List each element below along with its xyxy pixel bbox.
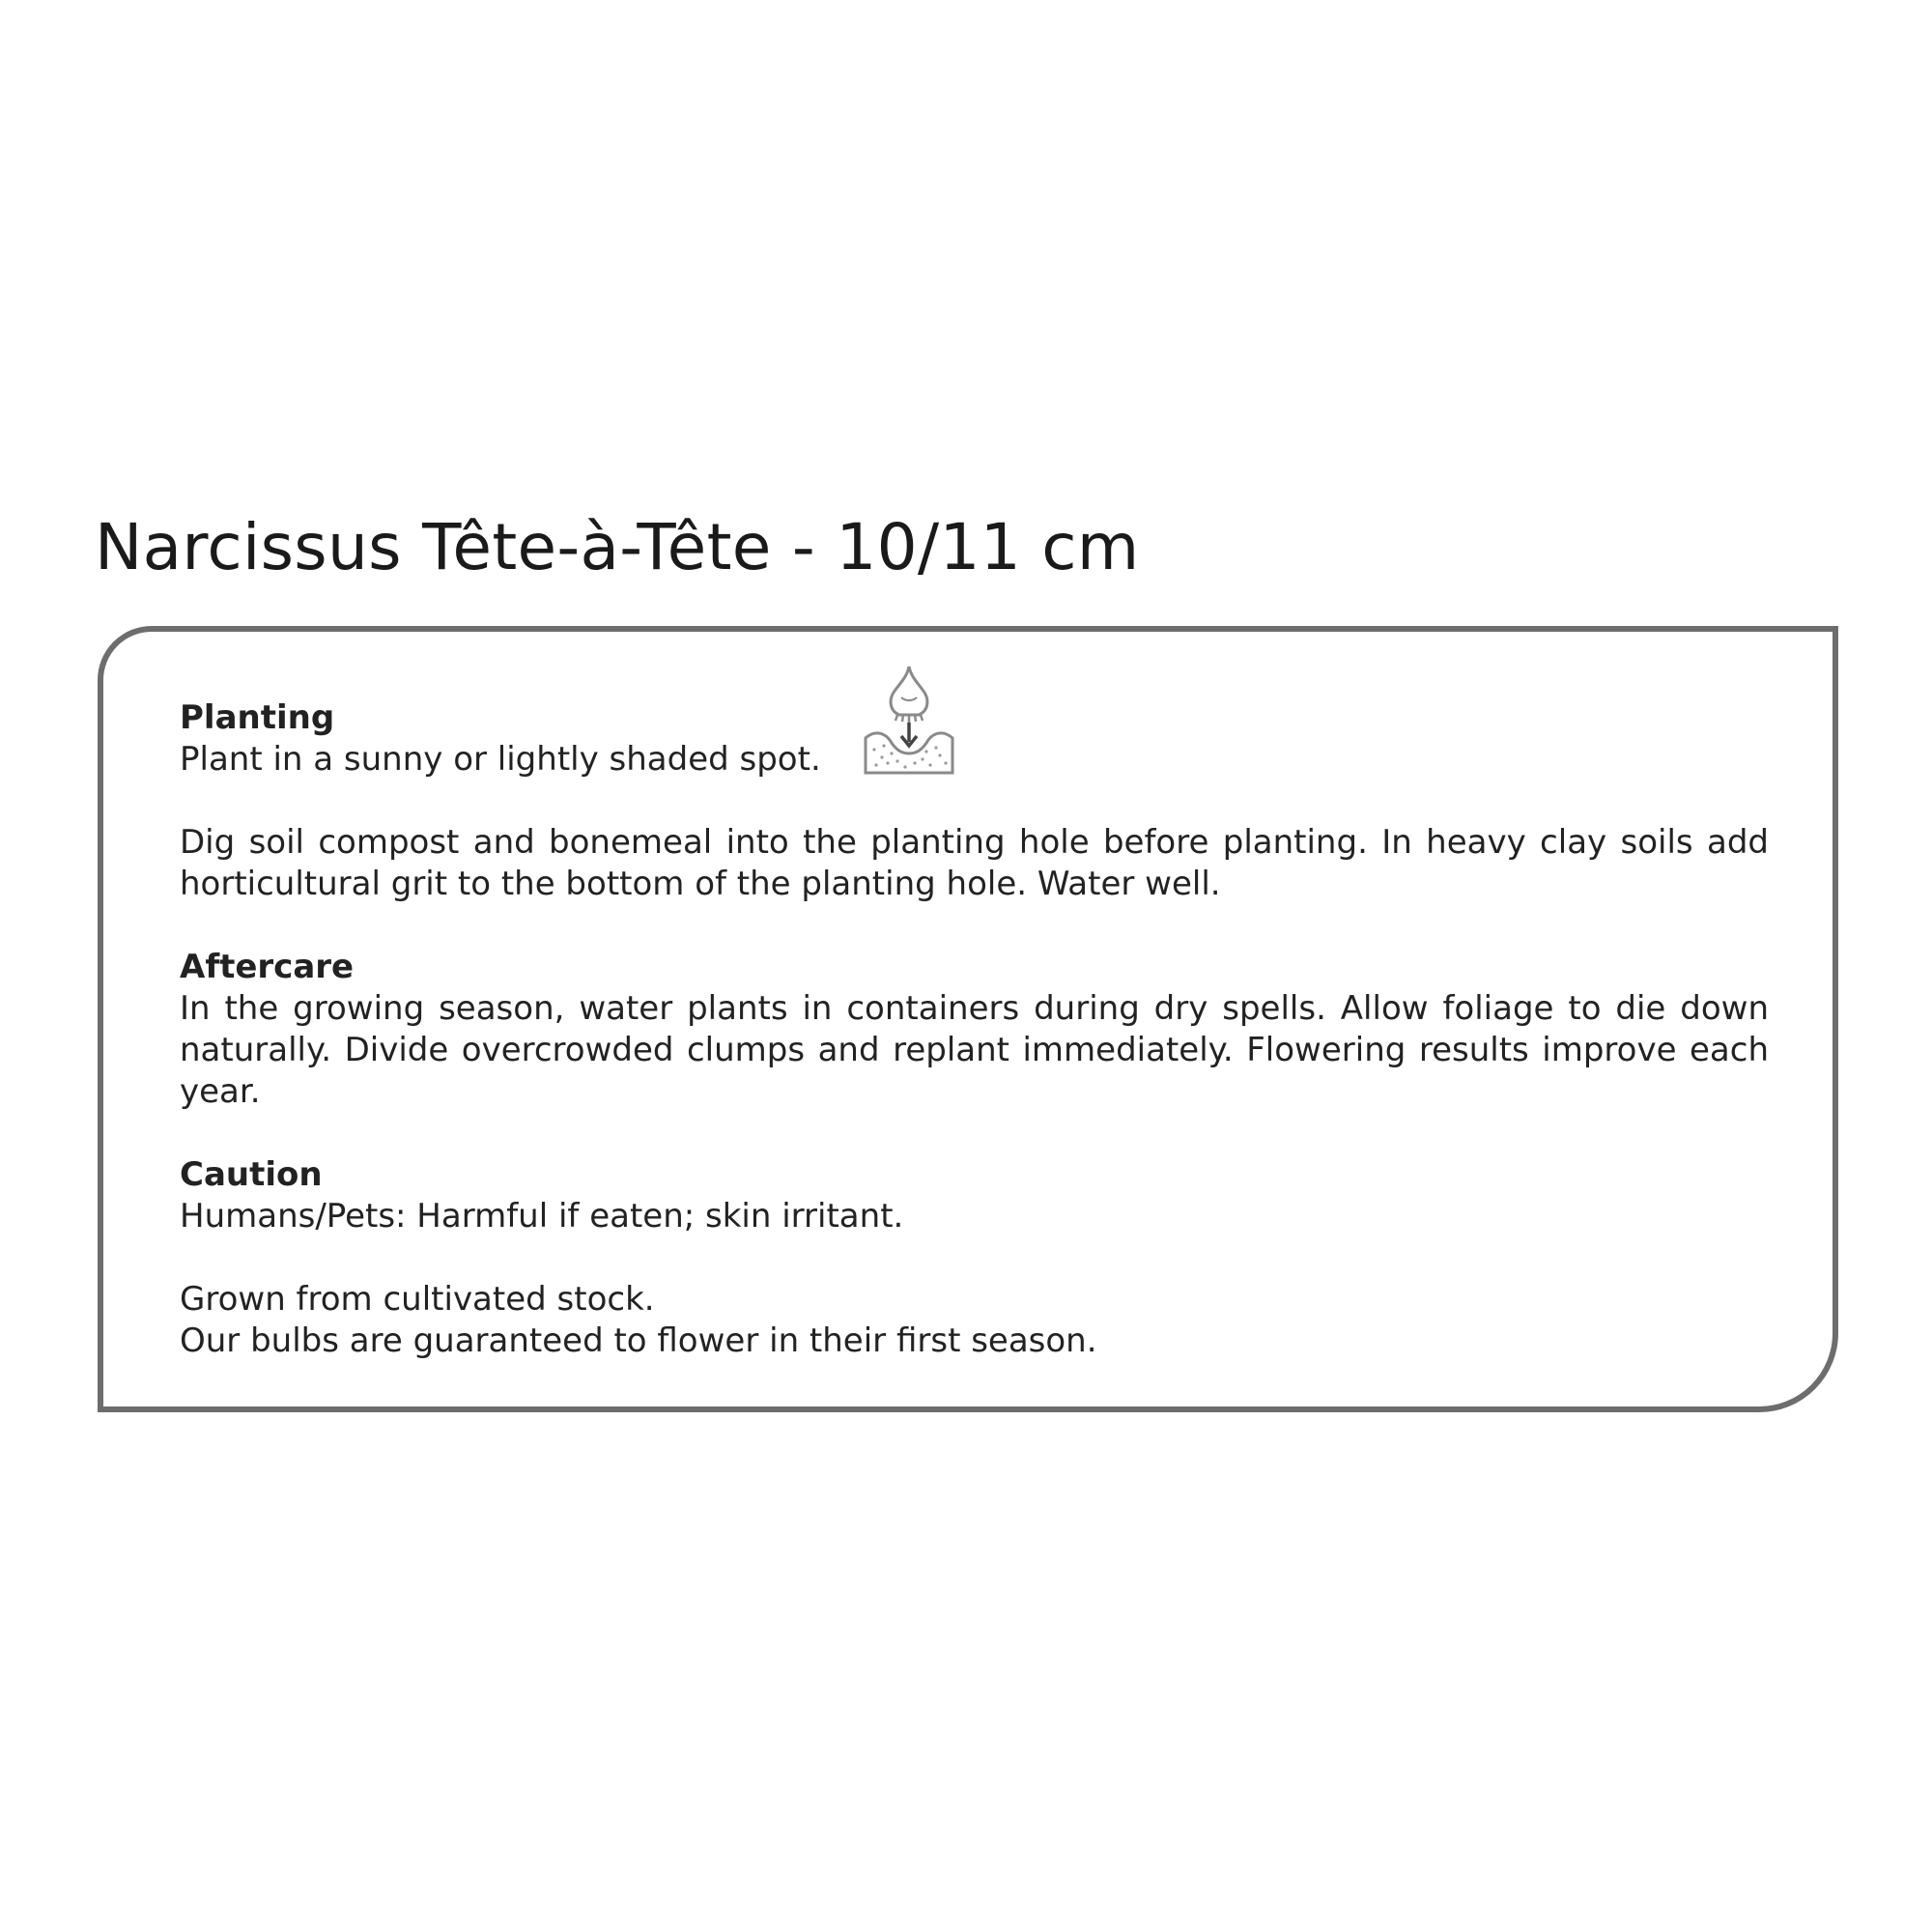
stock-note: Grown from cultivated stock. [180,1280,655,1319]
aftercare-text: In the growing season, water plants in containers during dry spells. Allow foliage to die down naturally. Divide overcrowded clumps and replant immediately. Flowering results improve each year. [180,989,1769,1111]
planting-heading: Planting [180,698,335,737]
aftercare-heading: Aftercare [180,948,355,986]
planting-method-text: Dig soil compost and bonemeal into the planting hole before planting. In heavy clay soils add horticultural grit to the bottom of the planting hole. Water well. [180,823,1769,903]
care-instructions [180,697,1769,1362]
planting-location-text: Plant in a sunny or lightly shaded spot. [180,740,821,779]
page-title: Narcissus Tête-à-Tête - 10/11 cm [95,510,1140,584]
caution-text: Humans/Pets: Harmful if eaten; skin irritant. [180,1197,904,1236]
guarantee-note: Our bulbs are guaranteed to flower in their first season. [180,1321,1097,1360]
caution-heading: Caution [180,1155,323,1194]
